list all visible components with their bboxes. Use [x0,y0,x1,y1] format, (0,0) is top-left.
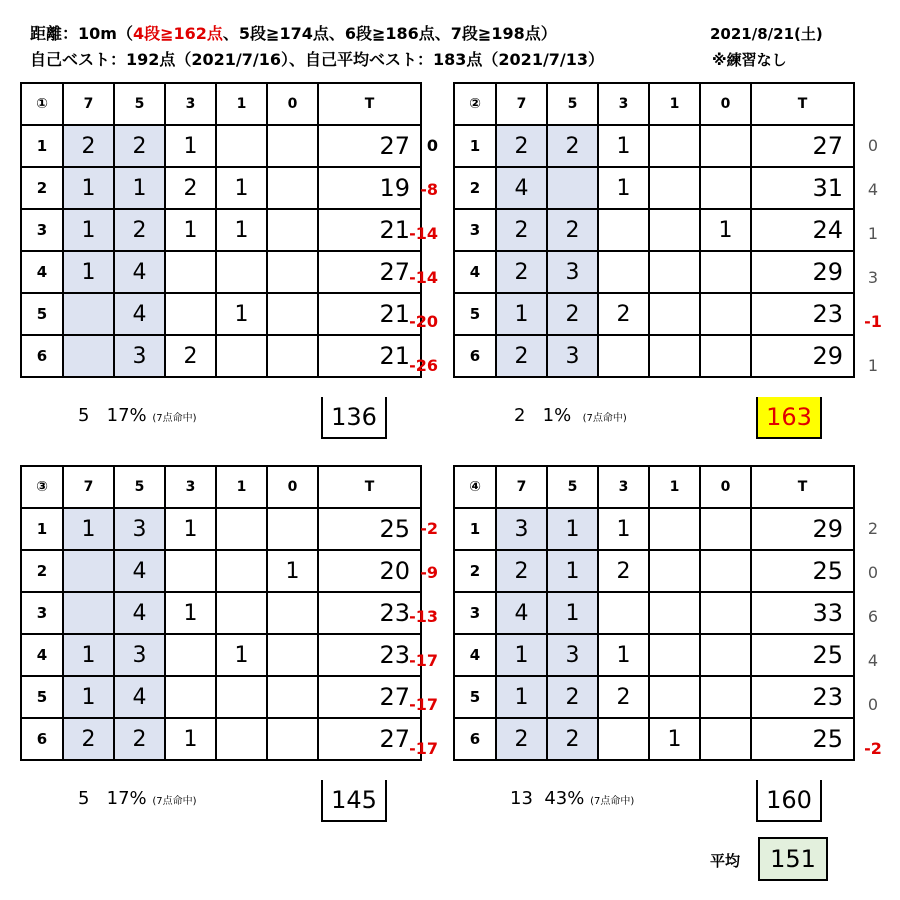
column-header: 3 [598,466,649,508]
count-cell: 1 [165,592,216,634]
count-cell: 2 [114,209,165,251]
end-total: 27 [751,125,854,167]
count-cell: 4 [114,550,165,592]
count-cell: 2 [496,209,547,251]
end-number: 2 [21,550,63,592]
count-cell: 4 [496,592,547,634]
column-header: 0 [700,83,751,125]
score-difference: -13 [409,607,438,626]
count-cell: 1 [165,125,216,167]
score-difference: 3 [867,268,879,287]
score-difference: -20 [409,312,438,331]
score-difference: 1 [867,224,879,243]
card-number: ③ [21,466,63,508]
count-cell: 3 [547,634,598,676]
column-header: 1 [216,466,267,508]
hit-note: (7点命中) [152,796,197,807]
score-difference: 4 [867,180,879,199]
end-number: 5 [21,293,63,335]
column-header: 5 [114,466,165,508]
score-card-4 [453,465,855,761]
card-2-hit-summary [514,405,627,426]
count-cell [165,293,216,335]
end-row [21,125,421,167]
card-3-hit-summary [78,788,197,809]
column-header: 3 [165,466,216,508]
count-cell: 1 [547,508,598,550]
hit-note: (7点命中) [152,413,197,424]
count-cell [598,335,649,377]
column-header: T [751,466,854,508]
count-cell: 2 [547,718,598,760]
end-row [21,209,421,251]
count-cell: 2 [496,550,547,592]
column-header: 1 [649,466,700,508]
count-cell [598,251,649,293]
end-row [21,167,421,209]
count-cell [216,125,267,167]
end-total: 20 [318,550,421,592]
count-cell: 4 [114,592,165,634]
count-cell: 2 [598,676,649,718]
count-cell [267,251,318,293]
end-total: 25 [751,718,854,760]
count-cell: 3 [547,335,598,377]
count-cell [598,592,649,634]
end-total: 31 [751,167,854,209]
end-total: 27 [318,676,421,718]
end-number: 4 [21,251,63,293]
end-row [21,592,421,634]
count-cell [267,335,318,377]
header-row [21,83,421,125]
count-cell [216,251,267,293]
end-row [454,508,854,550]
end-row [454,718,854,760]
score-difference: -26 [409,356,438,375]
count-cell [649,125,700,167]
end-total: 25 [751,550,854,592]
column-header: 7 [496,466,547,508]
card-number: ① [21,83,63,125]
end-row [454,592,854,634]
score-card-3 [20,465,422,761]
score-difference: -9 [420,563,438,582]
end-number: 5 [454,293,496,335]
score-card-1 [20,82,422,378]
count-cell [700,251,751,293]
end-number: 1 [454,125,496,167]
count-cell [267,209,318,251]
column-header: 0 [700,466,751,508]
dan4-threshold: 4段≧162点 [132,24,223,43]
hit-percent: 1% [542,405,572,426]
count-cell [165,676,216,718]
end-number: 3 [21,209,63,251]
end-number: 4 [454,251,496,293]
count-cell: 1 [496,634,547,676]
card-number: ④ [454,466,496,508]
end-row [454,167,854,209]
count-cell [267,634,318,676]
end-row [454,125,854,167]
count-cell: 1 [216,293,267,335]
score-difference: -2 [864,739,882,758]
count-cell [700,550,751,592]
count-cell [216,592,267,634]
count-cell: 3 [547,251,598,293]
end-total: 24 [751,209,854,251]
end-number: 3 [21,592,63,634]
end-row [21,508,421,550]
count-cell [63,335,114,377]
count-cell: 2 [114,125,165,167]
end-number: 5 [21,676,63,718]
end-total: 27 [318,251,421,293]
end-row [21,718,421,760]
count-cell [598,718,649,760]
score-difference: -8 [420,180,438,199]
end-number: 4 [21,634,63,676]
score-difference: 0 [867,695,879,714]
card-2-total: 163 [756,397,822,439]
hit-percent: 17% [106,405,147,426]
score-difference: 0 [867,563,879,582]
count-cell [216,550,267,592]
count-cell: 1 [547,550,598,592]
count-cell: 1 [63,634,114,676]
session-date: 2021/8/21(土) [710,25,823,43]
count-cell [649,676,700,718]
count-cell [216,335,267,377]
header-row [454,466,854,508]
score-difference: -17 [409,651,438,670]
count-cell: 1 [216,167,267,209]
count-cell: 2 [496,251,547,293]
count-cell: 1 [216,209,267,251]
count-cell: 2 [547,676,598,718]
count-cell: 1 [63,167,114,209]
score-difference: -14 [409,268,438,287]
count-cell [267,167,318,209]
column-header: 7 [496,83,547,125]
column-header: T [751,83,854,125]
count-cell [649,335,700,377]
count-cell: 1 [114,167,165,209]
hit-count: 2 [514,405,526,426]
count-cell: 1 [165,718,216,760]
score-difference: 0 [426,136,438,155]
count-cell: 4 [114,251,165,293]
count-cell: 2 [598,293,649,335]
count-cell [649,550,700,592]
count-cell [649,592,700,634]
count-cell [165,634,216,676]
end-number: 3 [454,209,496,251]
count-cell: 2 [547,209,598,251]
count-cell: 2 [496,718,547,760]
end-total: 33 [751,592,854,634]
column-header: 5 [547,466,598,508]
end-row [454,676,854,718]
end-row [454,550,854,592]
count-cell [216,676,267,718]
count-cell [700,634,751,676]
count-cell: 2 [63,718,114,760]
score-difference: -2 [420,519,438,538]
count-cell [649,209,700,251]
count-cell: 1 [165,209,216,251]
count-cell [63,550,114,592]
count-cell [700,125,751,167]
end-row [21,550,421,592]
score-difference: 4 [867,651,879,670]
count-cell [700,293,751,335]
end-row [454,335,854,377]
end-number: 5 [454,676,496,718]
count-cell: 1 [598,508,649,550]
count-cell: 1 [598,125,649,167]
count-cell [216,718,267,760]
personal-best: 自己ベスト：192点（2021/7/16）、自己平均ベスト：183点（2021/7/13） [30,50,605,69]
count-cell [267,718,318,760]
hit-note: (7点命中) [590,796,635,807]
end-row [21,293,421,335]
column-header: 0 [267,83,318,125]
column-header: 5 [114,83,165,125]
end-number: 6 [454,718,496,760]
end-row [454,634,854,676]
count-cell [649,293,700,335]
count-cell [267,676,318,718]
column-header: T [318,466,421,508]
column-header: 1 [216,83,267,125]
count-cell: 1 [598,167,649,209]
end-total: 27 [318,718,421,760]
end-number: 2 [21,167,63,209]
end-number: 1 [21,508,63,550]
count-cell [165,251,216,293]
count-cell [267,508,318,550]
end-number: 2 [454,550,496,592]
distance-label: 距離：10m（ [30,24,133,43]
count-cell: 1 [700,209,751,251]
column-header: 7 [63,83,114,125]
end-total: 25 [318,508,421,550]
count-cell: 2 [63,125,114,167]
column-header: 1 [649,83,700,125]
count-cell [700,335,751,377]
hit-note: (7点命中) [582,413,627,424]
count-cell: 4 [114,676,165,718]
count-cell: 2 [165,167,216,209]
count-cell: 4 [114,293,165,335]
count-cell [700,718,751,760]
score-difference: 0 [867,136,879,155]
count-cell: 1 [165,508,216,550]
average-score: 151 [758,837,828,881]
count-cell: 3 [496,508,547,550]
count-cell: 4 [496,167,547,209]
end-row [454,293,854,335]
count-cell: 2 [496,125,547,167]
count-cell: 1 [216,634,267,676]
count-cell: 2 [598,550,649,592]
score-difference: -1 [864,312,882,331]
end-number: 3 [454,592,496,634]
count-cell: 1 [547,592,598,634]
count-cell: 3 [114,508,165,550]
card-3-total: 145 [321,780,387,822]
count-cell: 1 [267,550,318,592]
count-cell: 1 [63,508,114,550]
end-total: 21 [318,209,421,251]
end-total: 25 [751,634,854,676]
score-difference: -17 [409,739,438,758]
hit-percent: 17% [106,788,147,809]
count-cell: 1 [63,251,114,293]
count-cell: 1 [496,676,547,718]
header-row [21,466,421,508]
end-row [21,676,421,718]
distance-rule [30,24,557,44]
score-card-2 [453,82,855,378]
count-cell [165,550,216,592]
header-row [454,83,854,125]
end-total: 19 [318,167,421,209]
count-cell [63,592,114,634]
end-row [454,209,854,251]
column-header: 0 [267,466,318,508]
score-difference: -14 [409,224,438,243]
end-total: 23 [318,634,421,676]
count-cell [216,508,267,550]
end-number: 2 [454,167,496,209]
count-cell: 1 [63,209,114,251]
practice-note: ※練習なし [712,51,787,69]
card-number: ② [454,83,496,125]
column-header: 7 [63,466,114,508]
end-number: 1 [21,125,63,167]
count-cell [267,592,318,634]
end-total: 23 [318,592,421,634]
score-difference: -17 [409,695,438,714]
end-row [454,251,854,293]
end-row [21,251,421,293]
count-cell: 2 [165,335,216,377]
hit-count: 5 [78,788,90,809]
column-header: 3 [165,83,216,125]
column-header: T [318,83,421,125]
count-cell: 3 [114,634,165,676]
count-cell [267,293,318,335]
count-cell: 1 [649,718,700,760]
count-cell: 1 [63,676,114,718]
end-total: 29 [751,335,854,377]
count-cell [267,125,318,167]
count-cell [63,293,114,335]
count-cell [700,167,751,209]
hit-count: 13 [510,788,533,809]
hit-count: 5 [78,405,90,426]
card-4-total: 160 [756,780,822,822]
card-4-hit-summary [510,788,634,809]
count-cell: 2 [547,293,598,335]
count-cell [649,508,700,550]
end-number: 1 [454,508,496,550]
count-cell [700,508,751,550]
end-number: 4 [454,634,496,676]
end-total: 27 [318,125,421,167]
score-difference: 1 [867,356,879,375]
card-1-total: 136 [321,397,387,439]
count-cell: 1 [598,634,649,676]
average-label: 平均 [710,852,741,870]
score-difference: 6 [867,607,879,626]
dan-thresholds: 、5段≧174点、6段≧186点、7段≧198点） [222,24,557,43]
end-total: 21 [318,293,421,335]
count-cell [649,634,700,676]
end-total: 29 [751,251,854,293]
count-cell [700,592,751,634]
end-row [21,335,421,377]
count-cell [598,209,649,251]
hit-percent: 43% [544,788,585,809]
count-cell: 2 [114,718,165,760]
end-total: 21 [318,335,421,377]
count-cell [649,251,700,293]
count-cell [547,167,598,209]
end-total: 29 [751,508,854,550]
end-total: 23 [751,676,854,718]
end-row [21,634,421,676]
count-cell: 1 [496,293,547,335]
end-total: 23 [751,293,854,335]
column-header: 3 [598,83,649,125]
card-1-hit-summary [78,405,197,426]
count-cell [649,167,700,209]
score-difference: 2 [867,519,879,538]
count-cell: 2 [496,335,547,377]
end-number: 6 [454,335,496,377]
column-header: 5 [547,83,598,125]
end-number: 6 [21,335,63,377]
end-number: 6 [21,718,63,760]
count-cell: 3 [114,335,165,377]
count-cell: 2 [547,125,598,167]
count-cell [700,676,751,718]
